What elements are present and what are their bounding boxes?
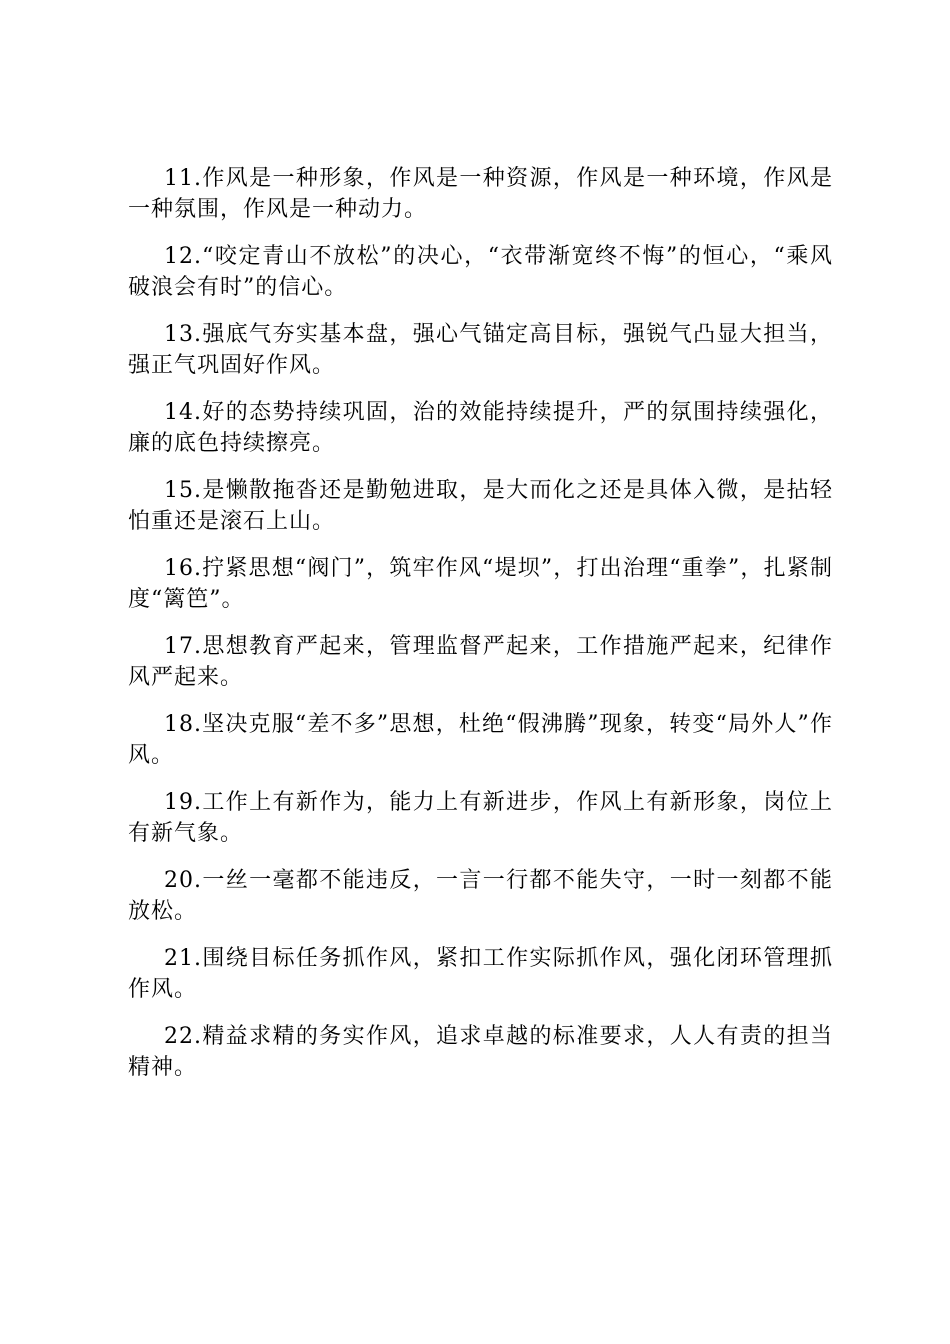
paragraph-16: 16.拧紧思想“阀门”，筑牢作风“堤坝”，打出治理“重拳”，扎紧制度“篱笆”。 <box>128 556 833 612</box>
paragraph-21: 21.围绕目标任务抓作风，紧扣工作实际抓作风，强化闭环管理抓作风。 <box>128 946 833 1002</box>
paragraph-20: 20.一丝一毫都不能违反，一言一行都不能失守，一时一刻都不能放松。 <box>128 868 833 924</box>
paragraph-15: 15.是懒散拖沓还是勤勉进取，是大而化之还是具体入微，是拈轻怕重还是滚石上山。 <box>128 478 833 534</box>
paragraph-18: 18.坚决克服“差不多”思想，杜绝“假沸腾”现象，转变“局外人”作风。 <box>128 712 833 768</box>
paragraph-14: 14.好的态势持续巩固，治的效能持续提升，严的氛围持续强化，廉的底色持续擦亮。 <box>128 400 833 456</box>
paragraph-17: 17.思想教育严起来，管理监督严起来，工作措施严起来，纪律作风严起来。 <box>128 634 833 690</box>
paragraph-22: 22.精益求精的务实作风，追求卓越的标准要求，人人有责的担当精神。 <box>128 1024 833 1080</box>
paragraph-13: 13.强底气夯实基本盘，强心气锚定高目标，强锐气凸显大担当，强正气巩固好作风。 <box>128 322 833 378</box>
paragraph-11: 11.作风是一种形象，作风是一种资源，作风是一种环境，作风是一种氛围，作风是一种动力。 <box>128 166 833 222</box>
paragraph-19: 19.工作上有新作为，能力上有新进步，作风上有新形象，岗位上有新气象。 <box>128 790 833 846</box>
document-body <box>128 163 833 1099</box>
paragraph-12: 12.“咬定青山不放松”的决心，“衣带渐宽终不悔”的恒心，“乘风破浪会有时”的信心。 <box>128 244 833 300</box>
